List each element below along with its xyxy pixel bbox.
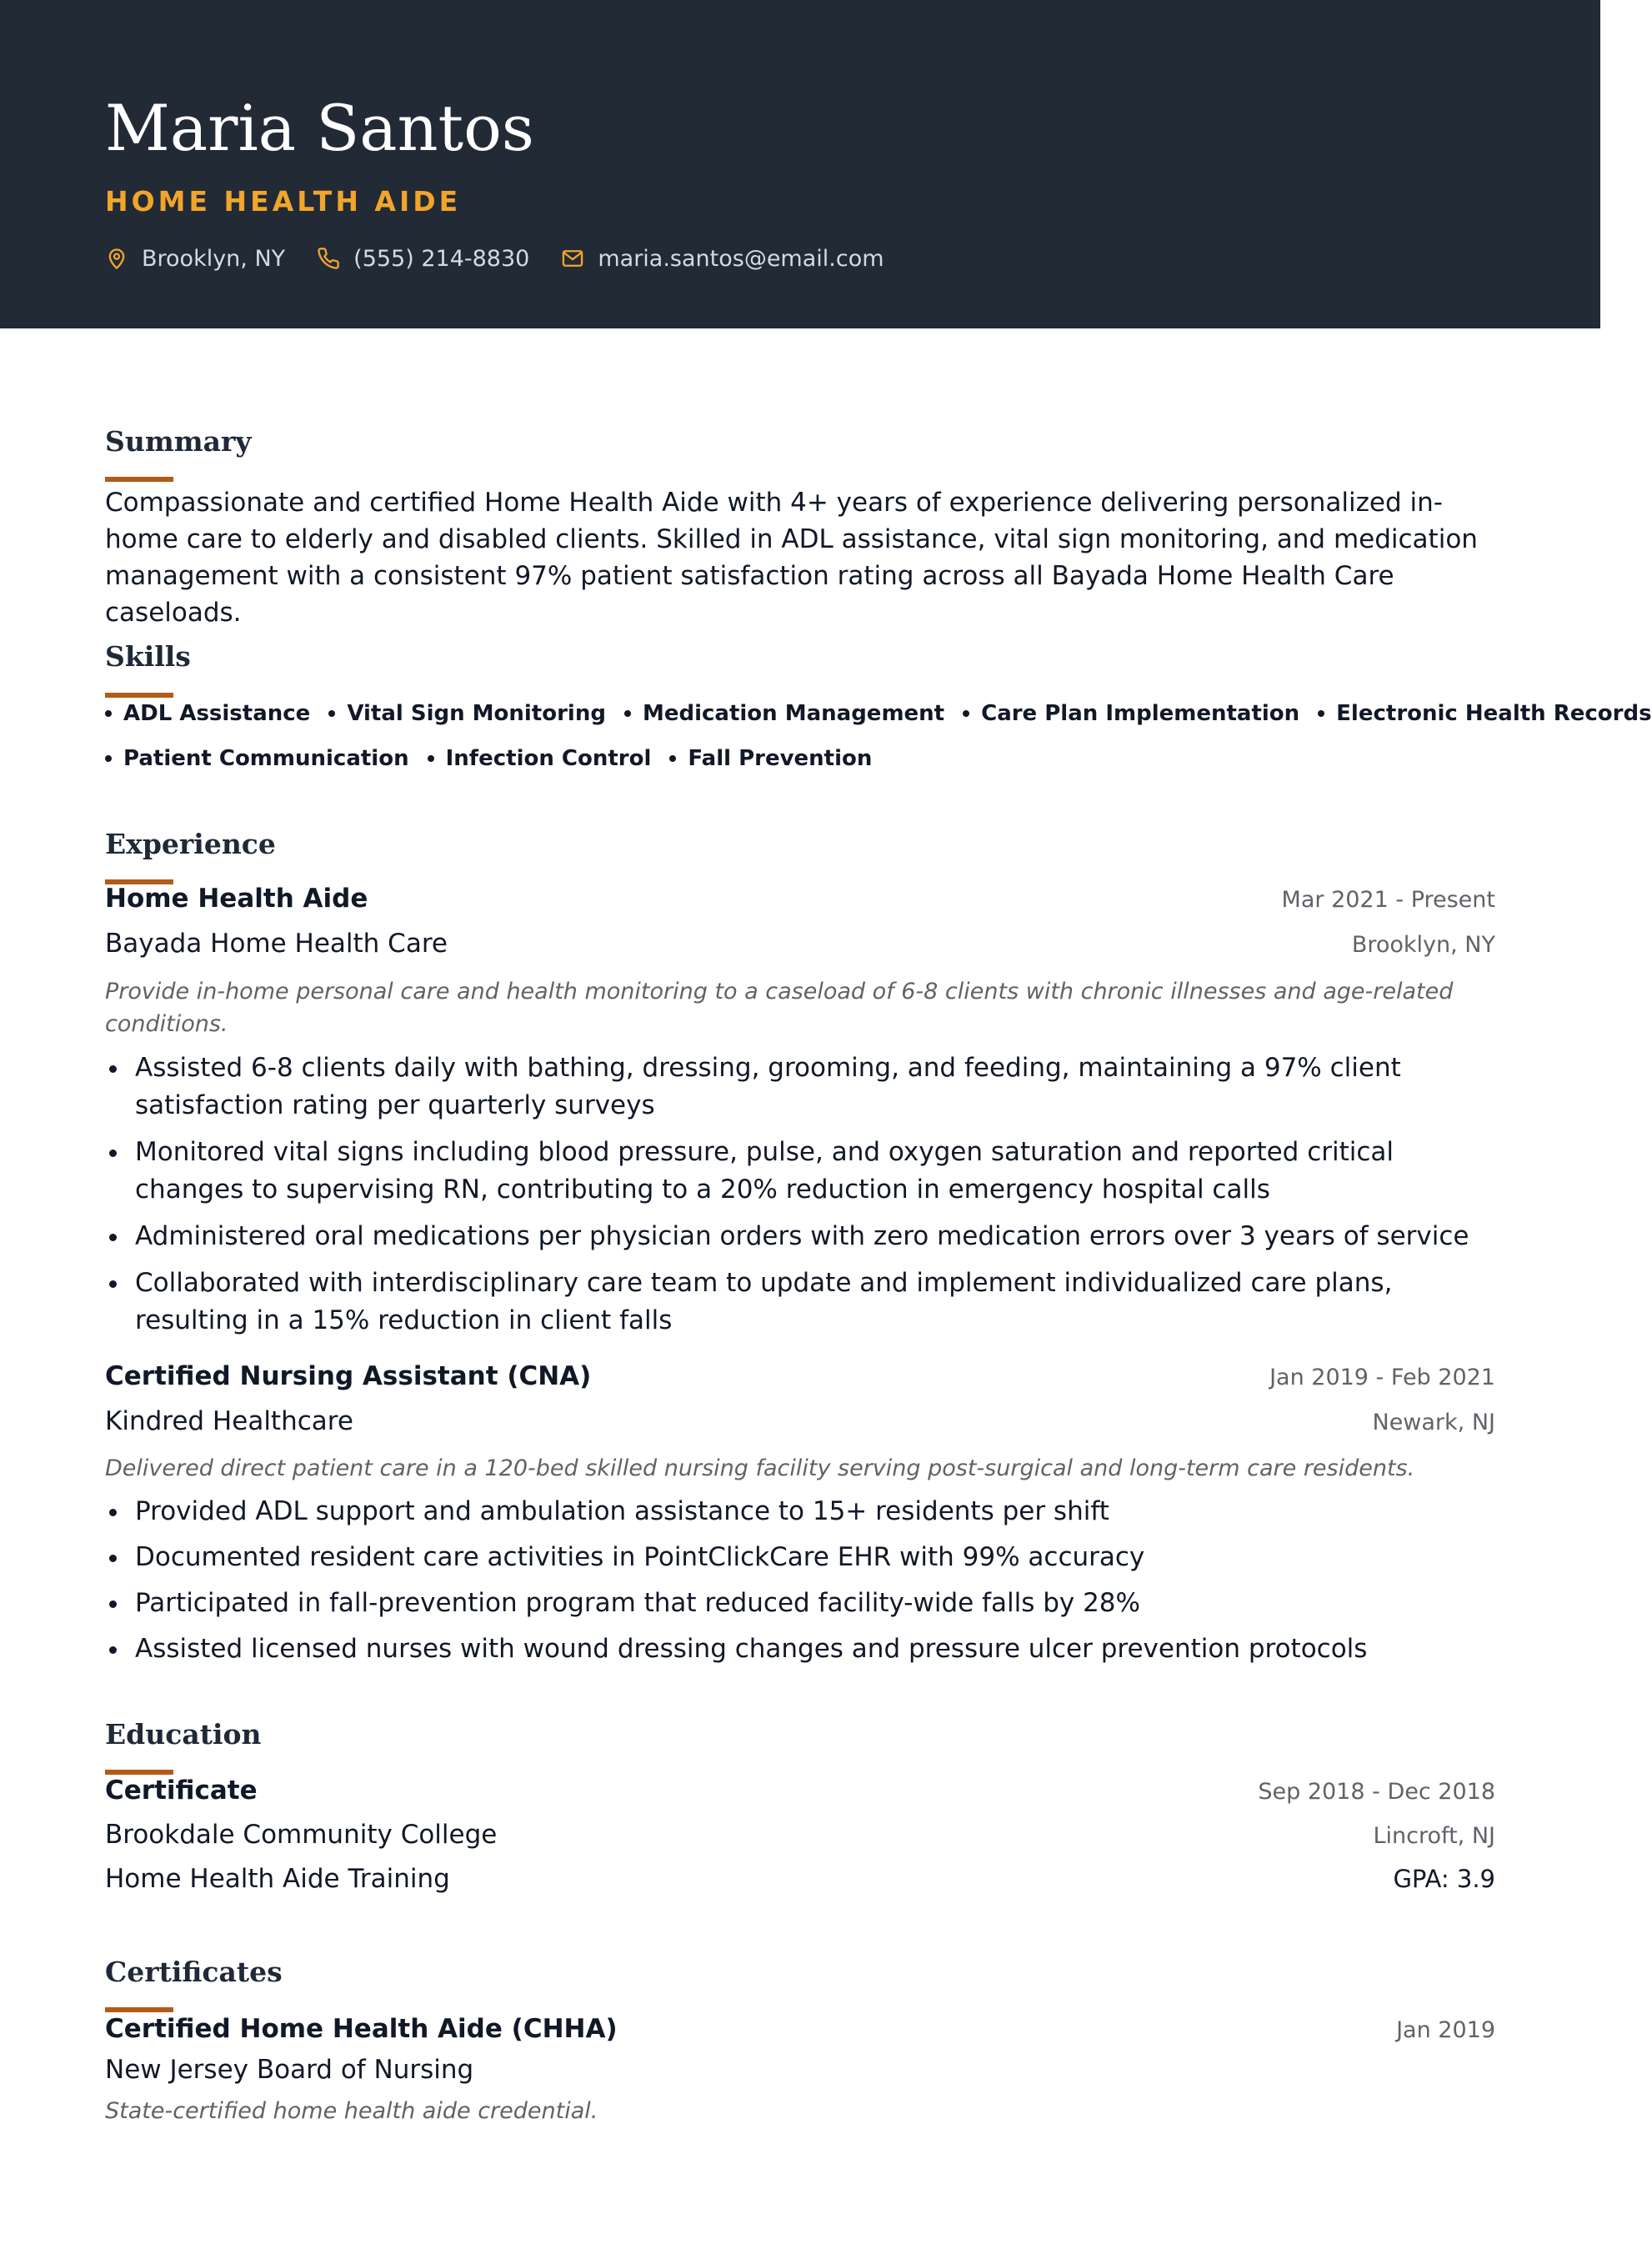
candidate-role: HOME HEALTH AIDE: [105, 185, 462, 218]
summary-heading: Summary: [105, 425, 252, 458]
job-1-bullet: Assisted 6-8 clients daily with bathing, dressing, grooming, and feeding, maintaining a 97% client satisfaction rating per quarterly surveys: [105, 1049, 1505, 1124]
job-2-title: Certified Nursing Assistant (CNA): [105, 1361, 592, 1391]
job-2-title-row: [105, 1361, 1495, 1391]
certificates-rule: [105, 2007, 173, 2012]
job-1-title-row: [105, 884, 1495, 914]
job-2-company-row: [105, 1406, 1495, 1436]
job-2-dates: Jan 2019 - Feb 2021: [1269, 1365, 1495, 1390]
map-pin-icon: [105, 247, 128, 270]
job-2-bullet: Assisted licensed nurses with wound dressing changes and pressure ulcer prevention protocols: [105, 1630, 1505, 1668]
job-2-bullet: Participated in fall-prevention program that reduced facility-wide falls by 28%: [105, 1585, 1505, 1622]
candidate-name: Maria Santos: [105, 91, 534, 165]
skill-item: Vital Sign Monitoring: [328, 701, 606, 726]
contact-location: [105, 246, 285, 272]
job-1-bullets: [105, 1049, 1505, 1340]
education-gpa: GPA: 3.9: [1393, 1865, 1495, 1893]
education-heading: Education: [105, 1718, 262, 1751]
job-2-location: Newark, NJ: [1372, 1410, 1495, 1435]
job-1-bullet: Collaborated with interdisciplinary care team to update and implement individualized care plans, resulting in a 15% reduction in client falls: [105, 1265, 1505, 1340]
skill-item: Fall Prevention: [669, 746, 872, 771]
phone-icon: [317, 247, 340, 270]
summary-text: Compassionate and certified Home Health Aide with 4+ years of experience delivering personalized in-home care to elderly and disabled clients. Skilled in ADL assistance, vital sign monitoring, and medication management with a consistent 97% patient satisfaction rating across all Bayada Home Health Care caseloads.: [105, 488, 1478, 628]
job-1-description: Provide in-home personal care and health monitoring to a caseload of 6-8 clients with chronic illnesses and age-related conditions.: [105, 979, 1454, 1037]
certificate-date: Jan 2019: [1396, 2017, 1495, 2043]
education-program-row: [105, 1864, 1495, 1894]
education-dates: Sep 2018 - Dec 2018: [1258, 1779, 1495, 1805]
skill-item: Patient Communication: [105, 746, 409, 771]
job-1-location: Brooklyn, NY: [1351, 932, 1495, 958]
skill-item: Care Plan Implementation: [963, 701, 1299, 726]
skills-list: [105, 691, 1652, 781]
mail-icon: [561, 247, 584, 270]
skill-item: Medication Management: [624, 701, 944, 726]
contact-location-text: Brooklyn, NY: [142, 245, 286, 272]
skill-item: Infection Control: [428, 746, 652, 771]
summary-rule: [105, 477, 173, 482]
contact-email-text: maria.santos@email.com: [598, 245, 884, 272]
job-2-company: Kindred Healthcare: [105, 1406, 353, 1436]
education-school-row: [105, 1820, 1495, 1850]
education-location: Lincroft, NJ: [1373, 1823, 1495, 1849]
skill-item: ADL Assistance: [105, 701, 310, 726]
contact-phone-text: (555) 214-8830: [353, 245, 530, 272]
certificate-name-row: [105, 2014, 1495, 2044]
contact-bar: [105, 242, 916, 275]
education-degree-row: [105, 1776, 1495, 1806]
job-1-bullet: Administered oral medications per physician orders with zero medication errors over 3 years of service: [105, 1218, 1505, 1255]
job-1-company: Bayada Home Health Care: [105, 929, 448, 959]
job-2-description: Delivered direct patient care in a 120-bed skilled nursing facility serving post-surgical and long-term care residents.: [105, 1455, 1415, 1481]
job-1-company-row: [105, 929, 1495, 959]
certificates-heading: Certificates: [105, 1956, 283, 1988]
education-rule: [105, 1770, 173, 1775]
education-degree: Certificate: [105, 1776, 258, 1806]
job-2-bullets: [105, 1493, 1505, 1668]
skill-item: Electronic Health Records: [1318, 701, 1651, 726]
education-program: Home Health Aide Training: [105, 1864, 450, 1894]
certificate-description: State-certified home health aide credential.: [105, 2098, 598, 2124]
job-1-bullet: Monitored vital signs including blood pressure, pulse, and oxygen saturation and reported critical changes to supervising RN, contributing to a 20% reduction in emergency hospital calls: [105, 1134, 1505, 1209]
job-1-dates: Mar 2021 - Present: [1281, 887, 1495, 913]
skills-heading: Skills: [105, 640, 191, 673]
certificate-name: Certified Home Health Aide (CHHA): [105, 2014, 618, 2044]
resume-header: [0, 0, 1600, 328]
certificate-issuer: New Jersey Board of Nursing: [105, 2055, 474, 2085]
education-school: Brookdale Community College: [105, 1820, 498, 1850]
job-2-bullet: Provided ADL support and ambulation assistance to 15+ residents per shift: [105, 1493, 1505, 1530]
contact-phone: [317, 246, 529, 272]
certificate-issuer-row: [105, 2055, 1495, 2085]
job-1-title: Home Health Aide: [105, 884, 368, 914]
job-2-bullet: Documented resident care activities in PointClickCare EHR with 99% accuracy: [105, 1539, 1505, 1576]
contact-email: [561, 246, 884, 272]
experience-heading: Experience: [105, 828, 276, 860]
